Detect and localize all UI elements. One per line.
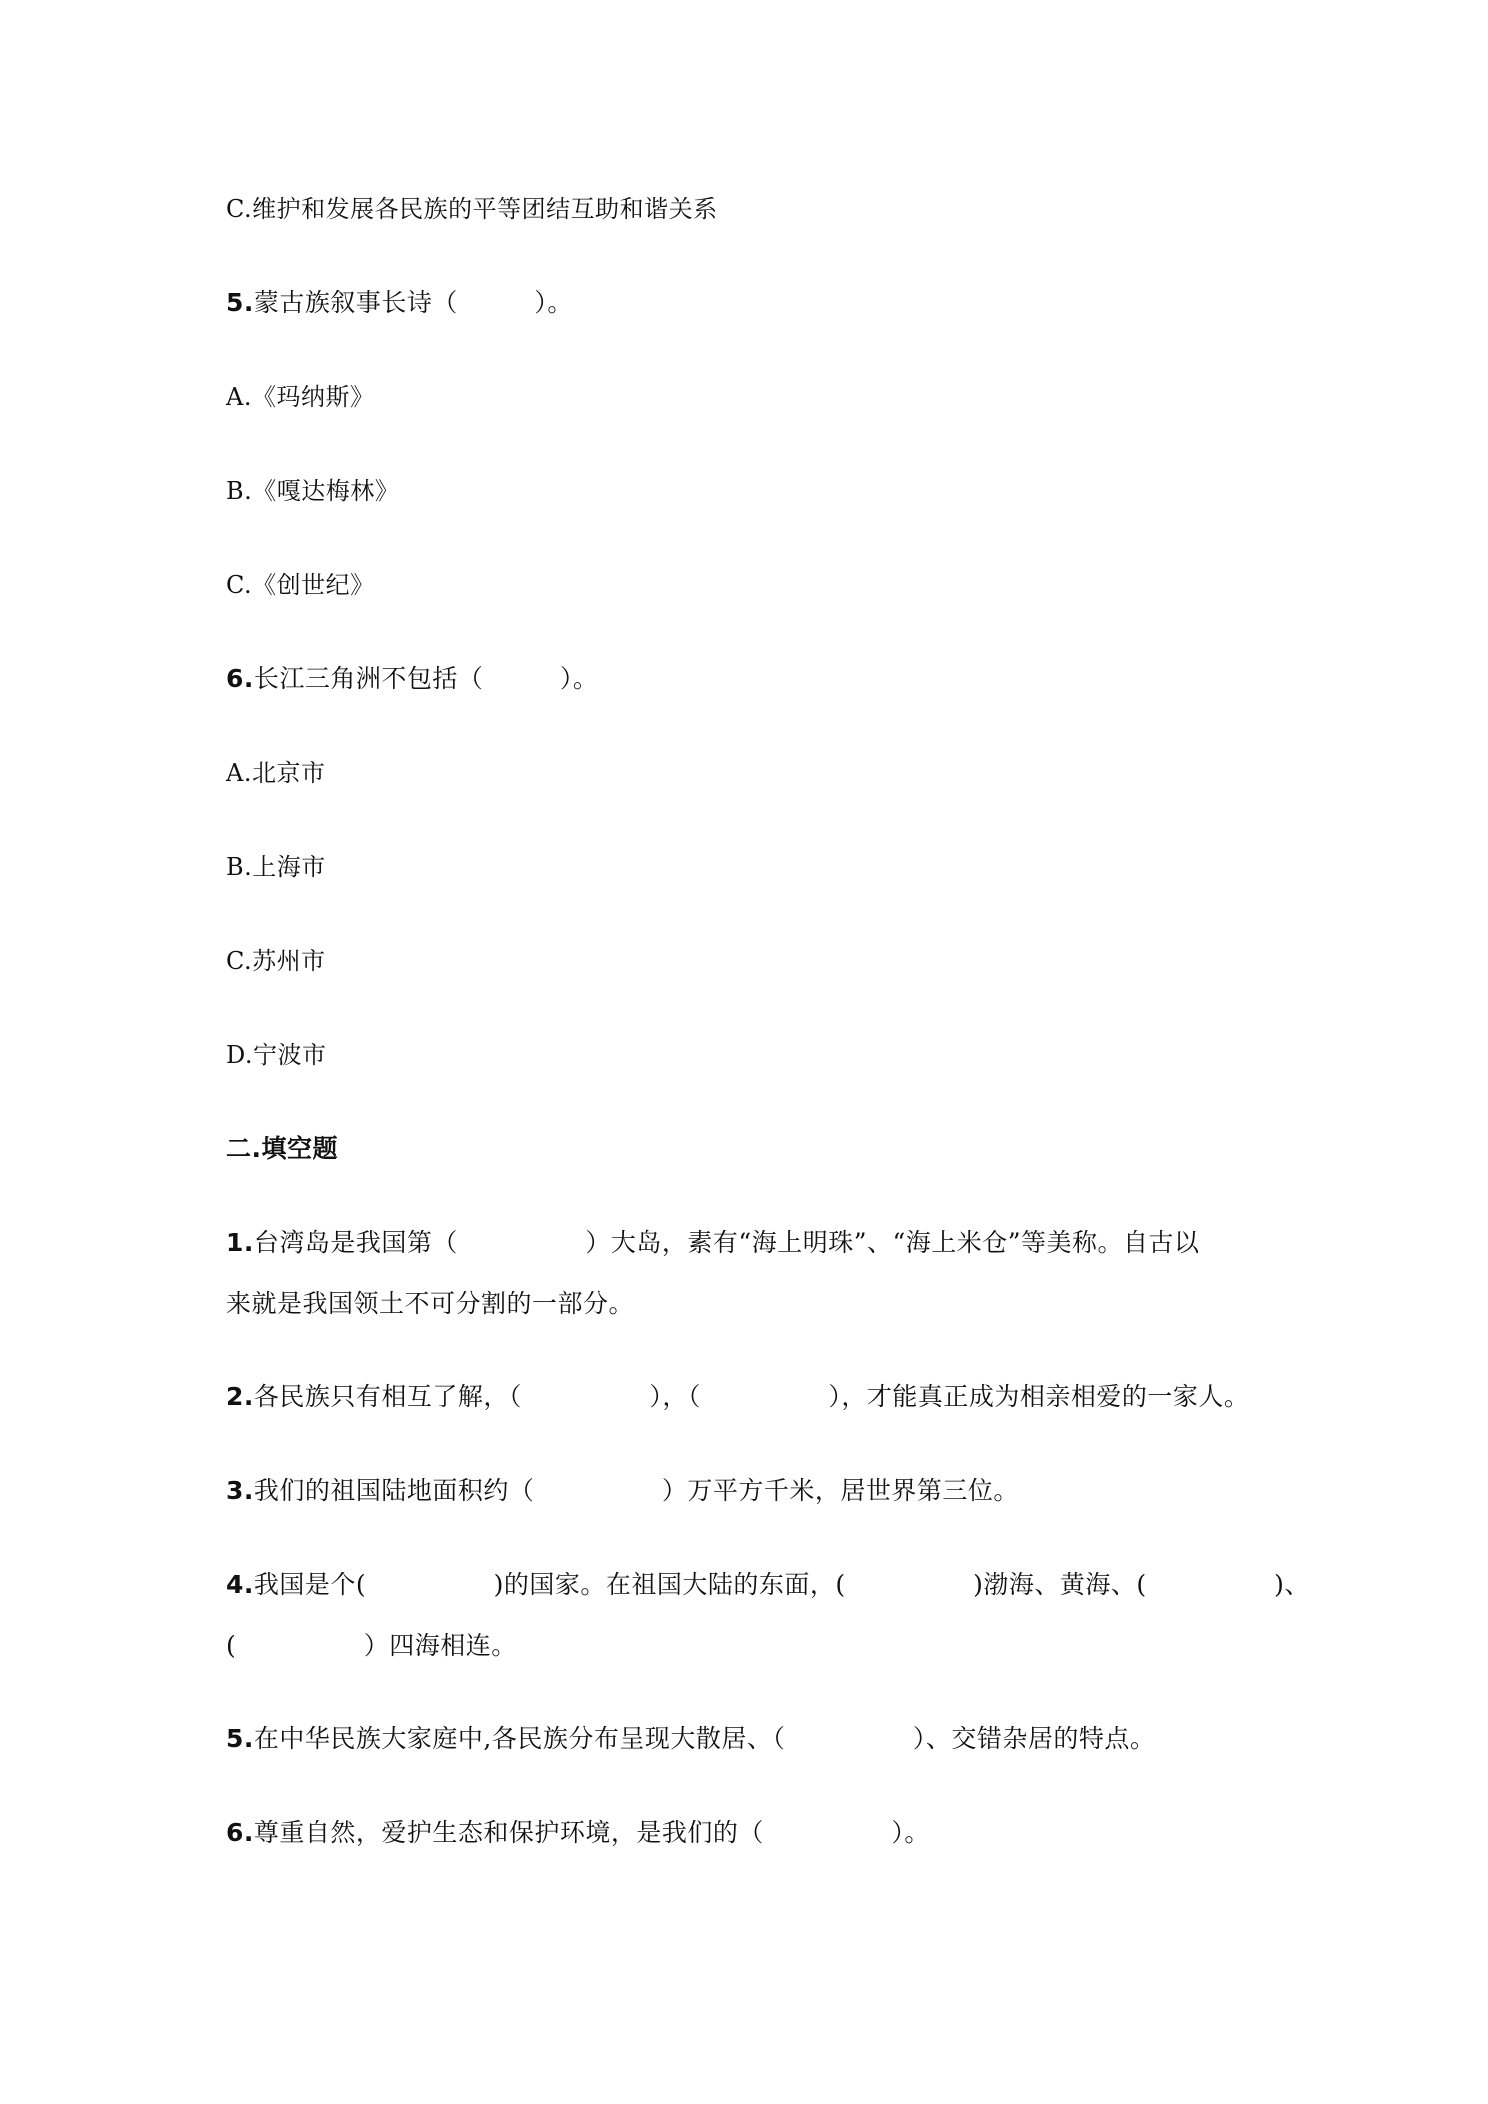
question-number: 6. (226, 1818, 254, 1847)
section-heading: 二.填空题 (226, 1134, 338, 1163)
question-number: 3. (226, 1476, 254, 1505)
question-number: 2. (226, 1382, 254, 1411)
fill-question-5 (226, 1722, 1155, 1756)
q6-option-c: C.苏州市 (226, 947, 326, 975)
q6-option-a: A.北京市 (226, 759, 326, 787)
question-text: 在中华民族大家庭中,各民族分布呈现大散居、（ ）、交错杂居的特点。 (253, 1724, 1156, 1753)
fill-question-1 (226, 1226, 1200, 1260)
question-text: 长江三角洲不包括（ ）。 (253, 664, 599, 693)
question-number: 5. (226, 288, 254, 317)
question-number: 4. (226, 1570, 254, 1599)
question-text: 尊重自然，爱护生态和保护环境，是我们的（ ）。 (253, 1818, 930, 1847)
q5-option-a: A.《玛纳斯》 (226, 383, 375, 411)
fill-question-4 (226, 1568, 1310, 1602)
question-text: 蒙古族叙事长诗（ ）。 (253, 288, 573, 317)
question-text: 各民族只有相互了解，（ ），（ ），才能真正成为相亲相爱的一家人。 (253, 1382, 1250, 1411)
question-number: 1. (226, 1228, 254, 1257)
fill-question-2 (226, 1380, 1249, 1414)
q4-option-c: C.维护和发展各民族的平等团结互助和谐关系 (226, 195, 718, 223)
fill-question-6 (226, 1816, 930, 1850)
fill-question-3 (226, 1474, 1019, 1508)
question-text: 我国是个( )的国家。在祖国大陆的东面，( )渤海、黄海、( )、 (253, 1570, 1310, 1599)
question-number: 5. (226, 1724, 254, 1753)
q6-option-b: B.上海市 (226, 853, 326, 881)
fill-question-4-continued: ( ）四海相连。 (226, 1631, 517, 1660)
fill-question-1-continued: 来就是我国领土不可分割的一部分。 (226, 1289, 635, 1318)
q5-option-c: C.《创世纪》 (226, 571, 375, 599)
question-5 (226, 286, 573, 320)
q5-option-b: B.《嘎达梅林》 (226, 477, 400, 505)
question-text: 台湾岛是我国第（ ）大岛，素有“海上明珠”、“海上米仓”等美称。自古以 (253, 1228, 1200, 1257)
q6-option-d: D.宁波市 (226, 1041, 327, 1069)
question-6 (226, 662, 598, 696)
question-number: 6. (226, 664, 254, 693)
question-text: 我们的祖国陆地面积约（ ）万平方千米，居世界第三位。 (253, 1476, 1019, 1505)
